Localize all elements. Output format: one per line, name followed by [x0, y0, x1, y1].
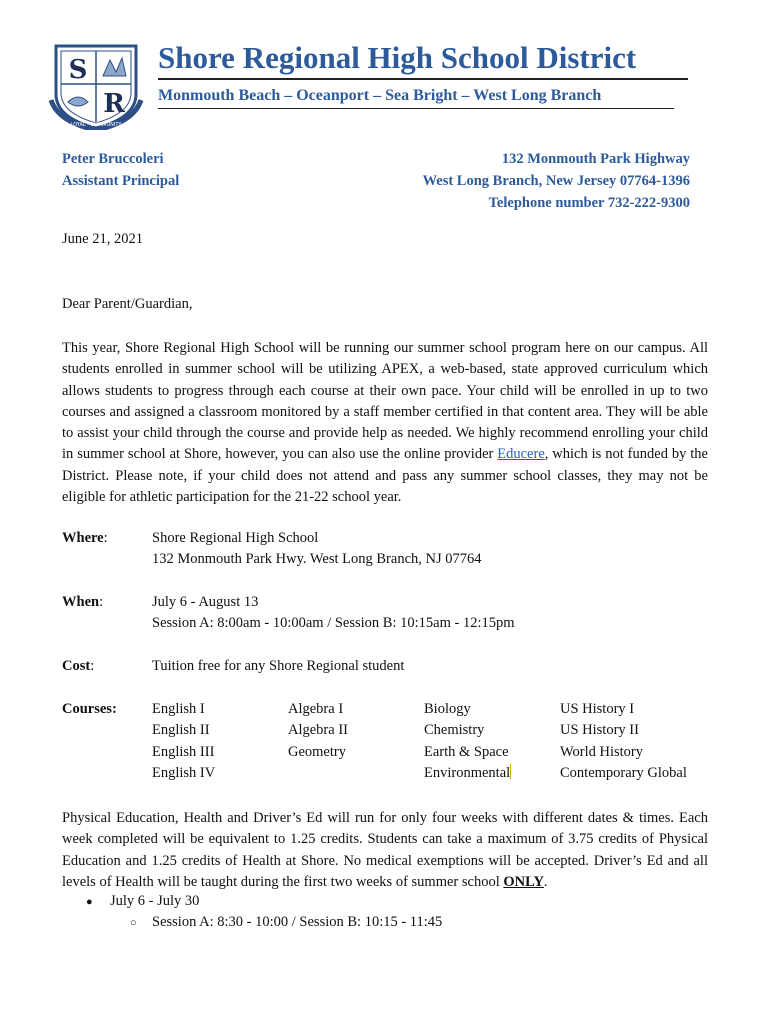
cost-value: Tuition free for any Shore Regional student [152, 658, 405, 674]
where-value [152, 528, 482, 571]
course-item: English III [152, 743, 215, 760]
salutation: Dear Parent/Guardian, [62, 296, 193, 312]
intro-text-end: , which is not funded by the District. Please note, if your child does not attend and pass any summer school classes, they may not be eligible for athletic participation for the 21-22 school year. [62, 446, 708, 506]
letter-date: June 21, 2021 [62, 231, 143, 247]
sub-bullet-sessions [130, 912, 442, 934]
course-item: US History II [560, 722, 639, 739]
courses-label: Courses: [62, 701, 117, 717]
address-street: 132 Monmouth Park Highway [501, 151, 690, 167]
course-item: Contemporary Global [560, 764, 687, 781]
text-cursor [510, 764, 511, 779]
course-item-with-cursor: Environmental [424, 764, 511, 781]
intro-paragraph [62, 338, 708, 508]
only-emphasis: ONLY [503, 873, 544, 890]
course-item: Algebra II [288, 722, 348, 739]
when-line-1: July 6 - August 13 [152, 594, 259, 610]
course-item: English II [152, 722, 210, 739]
course-item: World History [560, 743, 644, 760]
course-item: Algebra I [288, 701, 344, 717]
address-city: West Long Branch, New Jersey 07764-1396 [422, 173, 690, 189]
course-item: US History I [560, 701, 635, 717]
where-line-1: Shore Regional High School [152, 530, 319, 546]
district-towns: Monmouth Beach – Oceanport – Sea Bright – West Long Branch [158, 84, 674, 109]
where-label: Where: [62, 530, 108, 546]
address-block [423, 148, 690, 214]
when-label: When: [62, 594, 104, 610]
sender-name: Peter Bruccoleri [62, 151, 164, 167]
district-title: Shore Regional High School District [158, 38, 688, 80]
pe-health-paragraph: Physical Education, Health and Driver’s Ed will run for only four weeks with different dates & times. Each week completed will be equivalent to 1.25 credits. Students can take a maximum of 3.75 credits of Physical Education and 1.25 credits of Health at Shore. No medical exemptions will be accepted. Driver’s Ed and all levels of Health will be taught during the first two weeks of summer school ONLY. [62, 810, 708, 890]
course-item: Biology [424, 701, 471, 717]
school-crest-logo [48, 42, 144, 130]
logo-motto-ribbon: LOYAL · COMMUNITY [70, 122, 122, 128]
courses-column-math [288, 699, 348, 763]
address-phone: Telephone number 732-222-9300 [488, 195, 690, 211]
hollow-bullet-icon: ○ [130, 917, 137, 929]
sub-bullet-sessions-text: Session A: 8:30 - 10:00 / Session B: 10:15 - 11:45 [152, 914, 443, 930]
course-item: Geometry [288, 743, 346, 760]
sender-role: Assistant Principal [62, 173, 180, 189]
courses-column-science [424, 699, 511, 784]
course-item: English I [152, 701, 205, 717]
sender-block [62, 148, 179, 192]
educere-link[interactable]: Educere [497, 446, 545, 463]
bullet-dot-icon: ● [86, 896, 93, 908]
logo-letter-r: R [103, 89, 125, 119]
course-item: Earth & Space [424, 743, 509, 760]
when-line-2: Session A: 8:00am - 10:00am / Session B: 10:15am - 12:15pm [152, 615, 515, 632]
course-item: English IV [152, 764, 216, 781]
logo-letter-s: S [68, 55, 88, 85]
pe-health-text: Physical Education, Health and Driver’s Ed will run for only four weeks with different dates & times. Each week completed will be equivalent to 1.25 credits. Students can take a maximum of 3.75 credits of Physical Education and 1.25 credits of Health at Shore. No medical exemptions will be accepted. Driver’s Ed and all levels of Health will be taught during the first two weeks of summer school [62, 810, 708, 890]
courses-column-history [560, 699, 687, 784]
course-item: Chemistry [424, 722, 485, 739]
when-value [152, 592, 515, 635]
cost-label: Cost: [62, 658, 95, 674]
courses-column-english [152, 699, 215, 784]
intro-text: This year, Shore Regional High School will be running our summer school program here on our campus. All students enrolled in summer school will be utilizing APEX, a web-based, state approved curriculum which allows students to progress through each course at their own pace. Your child will be enrolled in up to two courses and assigned a classroom monitored by a staff member certified in that content area. They will be able to assist your child through the course and provide help as needed. We highly recommend enrolling your child in summer school at Shore, however, you can also use the online provider [62, 340, 708, 463]
bullet-dates [86, 891, 199, 913]
where-line-2: 132 Monmouth Park Hwy. West Long Branch, NJ 07764 [152, 551, 482, 568]
bullet-dates-text: July 6 - July 30 [110, 893, 200, 909]
